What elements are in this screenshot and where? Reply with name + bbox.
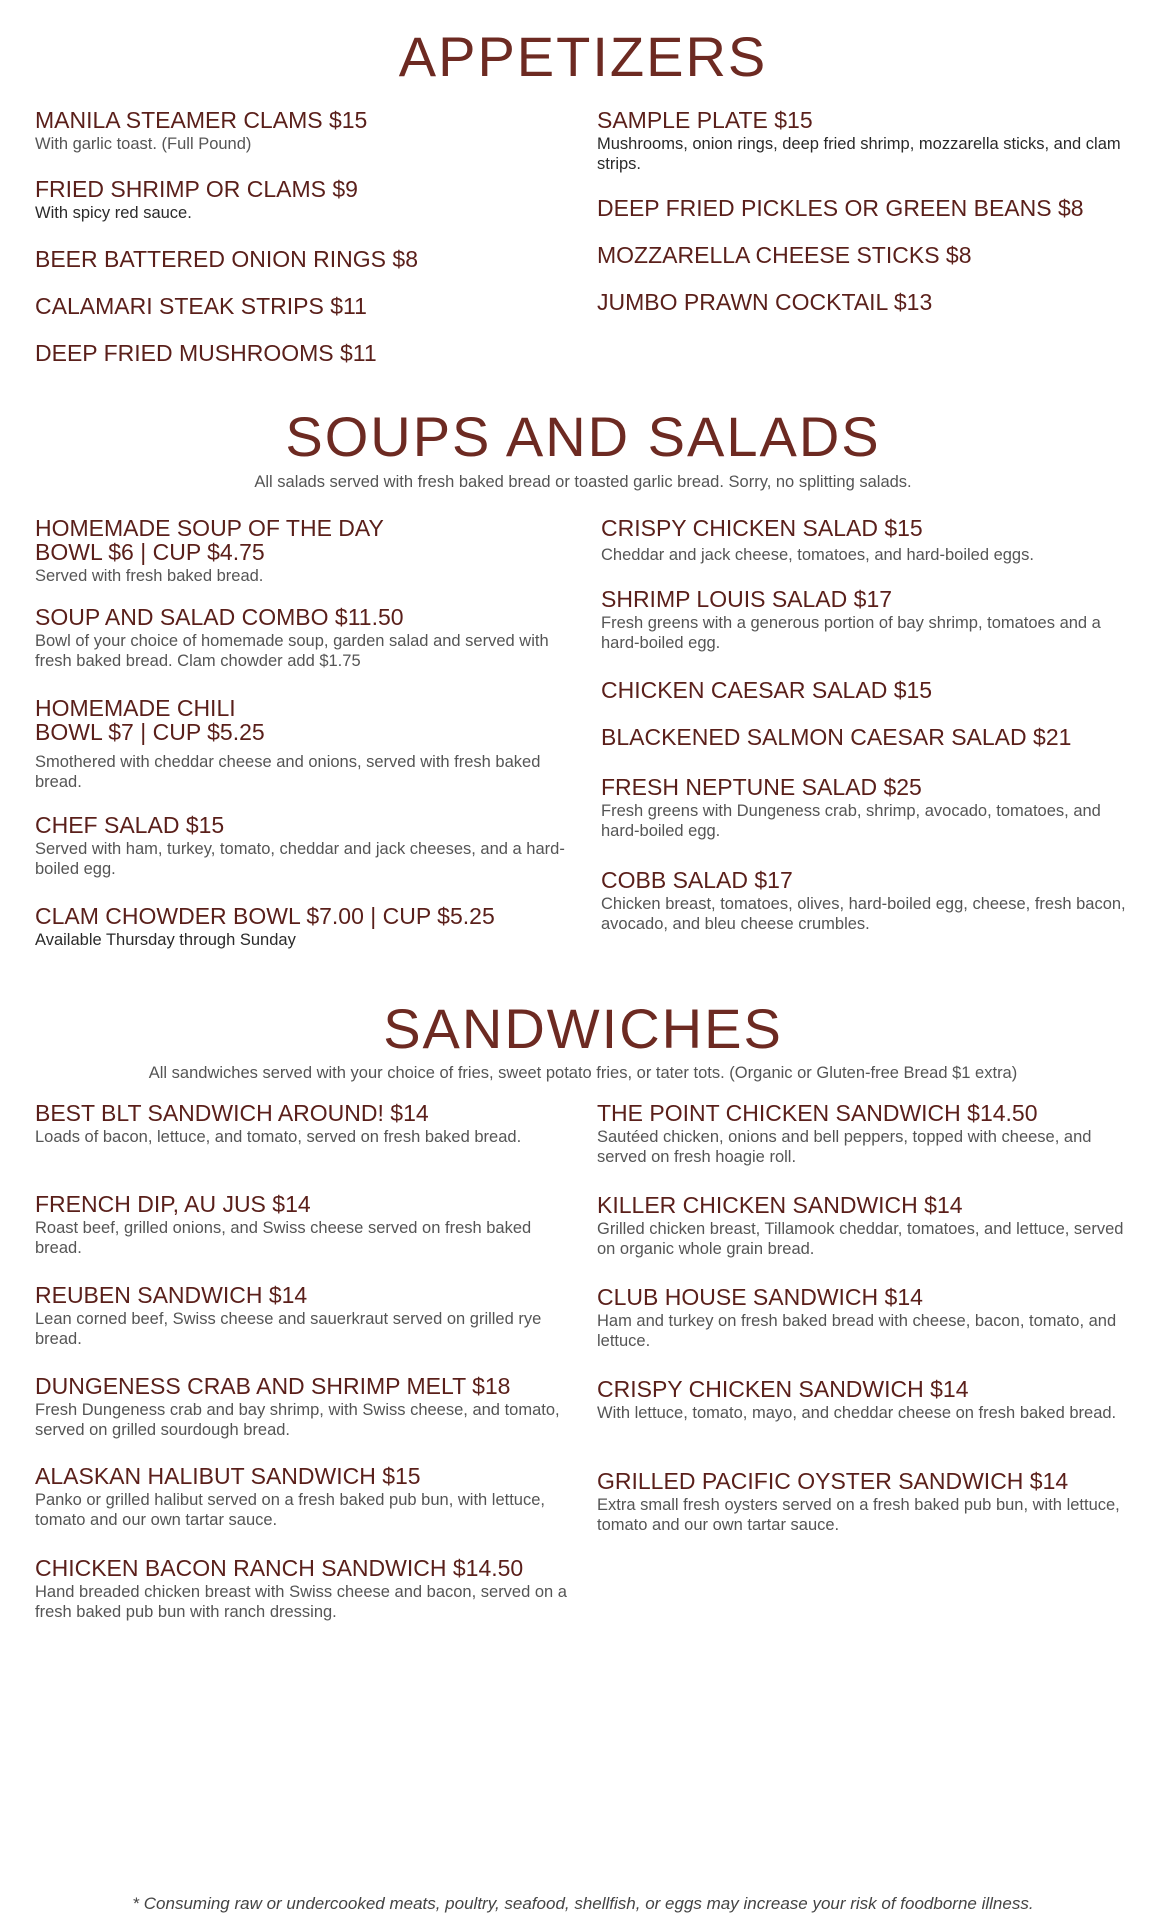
item-price: BOWL $6 | CUP $4.75 <box>35 539 265 565</box>
menu-item <box>601 868 1141 934</box>
item-description: Extra small fresh oysters served on a fresh baked pub bun, with lettuce, tomato and our own tartar sauce. <box>597 1496 1120 1534</box>
item-name: FRESH NEPTUNE SALAD $25 <box>601 774 922 800</box>
menu-item <box>35 1101 521 1147</box>
item-name: FRIED SHRIMP OR CLAMS $9 <box>35 176 358 202</box>
item-name: SAMPLE PLATE $15 <box>597 107 813 133</box>
item-description: Cheddar and jack cheese, tomatoes, and hard-boiled eggs. <box>601 546 1034 564</box>
item-description: Fresh Dungeness crab and bay shrimp, with Swiss cheese, and tomato, served on grilled sourdough bread. <box>35 1401 560 1439</box>
menu-item <box>35 341 377 365</box>
menu-item <box>35 177 358 223</box>
soups-subtitle: All salads served with fresh baked bread or toasted garlic bread. Sorry, no splitting salads. <box>254 473 912 491</box>
menu-item <box>35 1374 575 1440</box>
item-description: Roast beef, grilled onions, and Swiss cheese served on fresh baked bread. <box>35 1219 532 1257</box>
item-description: Smothered with cheddar cheese and onions, served with fresh baked bread. <box>35 753 541 791</box>
menu-item <box>597 196 1084 220</box>
item-description: Chicken breast, tomatoes, olives, hard-boiled egg, cheese, fresh bacon, avocado, and bleu cheese crumbles. <box>601 895 1126 933</box>
item-description: Ham and turkey on fresh baked bread with cheese, bacon, tomato, and lettuce. <box>597 1312 1117 1350</box>
menu-item <box>35 605 575 671</box>
item-name: BEER BATTERED ONION RINGS $8 <box>35 246 418 272</box>
item-name: CALAMARI STEAK STRIPS $11 <box>35 293 367 319</box>
menu-item <box>597 1101 1137 1167</box>
menu-item <box>597 108 1137 174</box>
item-name: MANILA STEAMER CLAMS $15 <box>35 107 368 133</box>
item-price: BOWL $7 | CUP $5.25 <box>35 719 265 745</box>
item-name: JUMBO PRAWN COCKTAIL $13 <box>597 289 933 315</box>
appetizers-title: APPETIZERS <box>398 25 768 88</box>
item-name: CHICKEN BACON RANCH SANDWICH $14.50 <box>35 1555 524 1581</box>
menu-item <box>35 904 495 950</box>
item-description: Loads of bacon, lettuce, and tomato, served on fresh baked bread. <box>35 1128 522 1146</box>
item-description: With garlic toast. (Full Pound) <box>35 135 252 153</box>
item-description: Fresh greens with a generous portion of bay shrimp, tomatoes and a hard-boiled egg. <box>601 614 1101 652</box>
item-name: KILLER CHICKEN SANDWICH $14 <box>597 1192 963 1218</box>
menu-item <box>35 108 367 154</box>
item-name: DEEP FRIED MUSHROOMS $11 <box>35 340 377 366</box>
menu-item <box>35 1556 575 1622</box>
item-name: CLAM CHOWDER BOWL $7.00 | CUP $5.25 <box>35 903 495 929</box>
menu-item <box>597 1193 1137 1259</box>
item-description: With lettuce, tomato, mayo, and cheddar cheese on fresh baked bread. <box>597 1404 1117 1422</box>
item-name: SHRIMP LOUIS SALAD $17 <box>601 586 893 612</box>
menu-item <box>597 243 972 267</box>
item-name: HOMEMADE CHILI <box>35 695 236 721</box>
menu-item <box>35 247 418 271</box>
item-name: REUBEN SANDWICH $14 <box>35 1282 308 1308</box>
item-name: CLUB HOUSE SANDWICH $14 <box>597 1284 923 1310</box>
soups-title: SOUPS AND SALADS <box>285 405 881 468</box>
item-name: SOUP AND SALAD COMBO $11.50 <box>35 604 404 630</box>
item-name: BEST BLT SANDWICH AROUND! $14 <box>35 1100 429 1126</box>
item-name: GRILLED PACIFIC OYSTER SANDWICH $14 <box>597 1468 1069 1494</box>
item-name: MOZZARELLA CHEESE STICKS $8 <box>597 242 972 268</box>
foodborne-illness-warning: * Consuming raw or undercooked meats, poultry, seafood, shellfish, or eggs may increase your risk of foodborne illness. <box>132 1894 1034 1913</box>
menu-item <box>35 813 575 879</box>
menu-item <box>601 587 1141 653</box>
item-name: ALASKAN HALIBUT SANDWICH $15 <box>35 1463 421 1489</box>
sandwiches-subtitle: All sandwiches served with your choice of fries, sweet potato fries, or tater tots. (Organic or Gluten-free Bread $1 extra) <box>148 1064 1018 1082</box>
menu-item <box>601 725 1071 749</box>
item-name: CHEF SALAD $15 <box>35 812 225 838</box>
item-description: Served with ham, turkey, tomato, cheddar and jack cheeses, and a hard-boiled egg. <box>35 840 565 878</box>
item-description: With spicy red sauce. <box>35 204 192 222</box>
item-name: COBB SALAD $17 <box>601 867 793 893</box>
item-description: Fresh greens with Dungeness crab, shrimp, avocado, tomatoes, and hard-boiled egg. <box>601 802 1101 840</box>
item-description: Hand breaded chicken breast with Swiss cheese and bacon, served on a fresh baked pub bun with ranch dressing. <box>35 1583 567 1621</box>
menu-item <box>601 516 1034 565</box>
item-description: Sautéed chicken, onions and bell peppers, topped with cheese, and served on fresh hoagie roll. <box>597 1128 1092 1166</box>
menu-item <box>597 290 932 314</box>
menu-item <box>35 696 575 792</box>
item-name: THE POINT CHICKEN SANDWICH $14.50 <box>597 1100 1038 1126</box>
menu-item <box>35 294 367 318</box>
item-name: HOMEMADE SOUP OF THE DAY <box>35 515 384 541</box>
menu-item <box>597 1377 1116 1423</box>
item-description: Bowl of your choice of homemade soup, garden salad and served with fresh baked bread. Clam chowder add $1.75 <box>35 632 549 670</box>
item-name: CHICKEN CAESAR SALAD $15 <box>601 677 933 703</box>
menu-item <box>597 1285 1137 1351</box>
item-description: Mushrooms, onion rings, deep fried shrimp, mozzarella sticks, and clam strips. <box>597 135 1121 173</box>
menu-item <box>35 516 384 586</box>
sandwiches-title: SANDWICHES <box>383 997 783 1060</box>
item-name: CRISPY CHICKEN SANDWICH $14 <box>597 1376 969 1402</box>
menu-item <box>35 1192 575 1258</box>
item-description: Served with fresh baked bread. <box>35 567 264 585</box>
menu-item <box>35 1464 575 1530</box>
item-name: FRENCH DIP, AU JUS $14 <box>35 1191 311 1217</box>
item-name: DUNGENESS CRAB AND SHRIMP MELT $18 <box>35 1373 511 1399</box>
item-name: BLACKENED SALMON CAESAR SALAD $21 <box>601 724 1072 750</box>
item-name: DEEP FRIED PICKLES OR GREEN BEANS $8 <box>597 195 1084 221</box>
item-name: CRISPY CHICKEN SALAD $15 <box>601 515 923 541</box>
menu-item <box>35 1283 575 1349</box>
item-description: Available Thursday through Sunday <box>35 931 296 949</box>
item-description: Panko or grilled halibut served on a fresh baked pub bun, with lettuce, tomato and our own tartar sauce. <box>35 1491 545 1529</box>
item-description: Grilled chicken breast, Tillamook cheddar, tomatoes, and lettuce, served on organic whole grain bread. <box>597 1220 1124 1258</box>
item-description: Lean corned beef, Swiss cheese and sauerkraut served on grilled rye bread. <box>35 1310 542 1348</box>
menu-item <box>601 678 932 702</box>
menu-item <box>601 775 1141 841</box>
menu-item <box>597 1469 1137 1535</box>
